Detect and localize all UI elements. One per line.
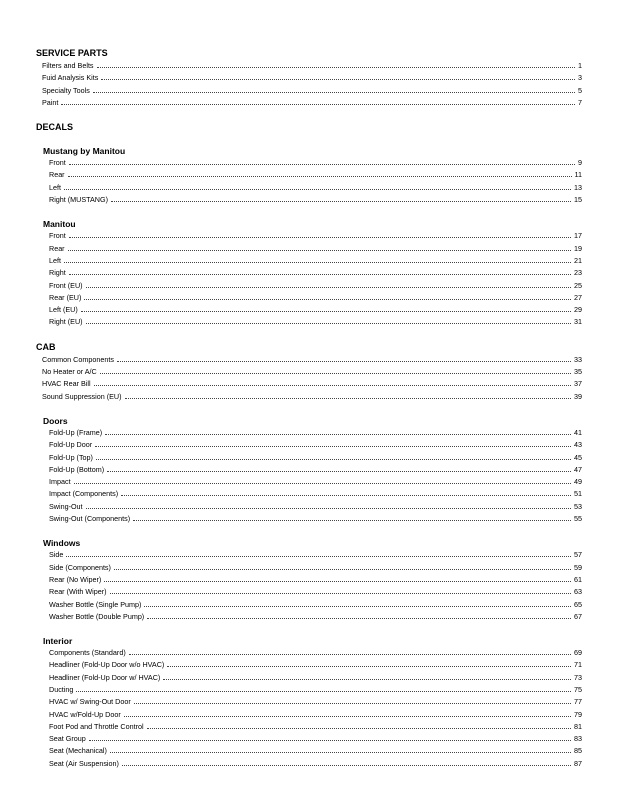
toc-entry[interactable] — [36, 464, 582, 476]
toc-entry[interactable] — [36, 280, 582, 292]
toc-entry-label: Side (Components) — [49, 562, 111, 572]
dot-leader — [96, 459, 571, 460]
toc-entry-page-number: 37 — [574, 379, 582, 389]
toc-entry[interactable] — [36, 488, 582, 500]
dot-leader — [64, 262, 571, 263]
toc-entry[interactable] — [36, 194, 582, 206]
dot-leader — [129, 654, 571, 655]
toc-entry[interactable] — [36, 243, 582, 255]
dot-leader — [76, 691, 571, 692]
toc-entry-label: Common Components — [42, 354, 114, 364]
toc-entry-label: Impact — [49, 477, 71, 487]
toc-entry[interactable] — [36, 391, 582, 403]
toc-entry[interactable] — [36, 562, 582, 574]
toc-entry[interactable] — [36, 157, 582, 169]
toc-entry-label: HVAC w/Fold-Up Door — [49, 709, 121, 719]
toc-entry-label: Foot Pod and Throttle Control — [49, 721, 144, 731]
toc-entry[interactable] — [36, 378, 582, 390]
section-title: SERVICE PARTS — [36, 48, 108, 58]
toc-entry[interactable] — [36, 304, 582, 316]
toc-entry-page-number: 65 — [574, 599, 582, 609]
dot-leader — [97, 67, 575, 68]
toc-entry-label: Left — [49, 182, 61, 192]
toc-entry[interactable] — [36, 60, 582, 72]
subsection-title: Interior — [43, 636, 73, 647]
subsection-title: Mustang by Manitou — [43, 146, 126, 157]
dot-leader — [68, 176, 572, 177]
toc-entry[interactable] — [36, 586, 582, 598]
toc-entry-page-number: 43 — [574, 440, 582, 450]
toc-entry-label: Right (EU) — [49, 317, 83, 327]
toc-entry[interactable] — [36, 72, 582, 84]
toc-entry-page-number: 49 — [574, 477, 582, 487]
dot-leader — [167, 666, 571, 667]
section-title: DECALS — [36, 122, 74, 133]
toc-entry-label: Paint — [42, 97, 59, 107]
dot-leader — [111, 201, 571, 202]
toc-entry[interactable] — [36, 672, 582, 684]
subsection-title: Manitou — [43, 219, 76, 230]
toc-entry-page-number: 77 — [574, 697, 582, 707]
toc-entry[interactable] — [36, 439, 582, 451]
toc-entry[interactable] — [36, 733, 582, 745]
toc-entry-page-number: 73 — [574, 672, 582, 682]
toc-entry-label: Swing-Out — [49, 501, 83, 511]
dot-leader — [64, 189, 571, 190]
toc-entry-label: Seat Group — [49, 734, 86, 744]
toc-entry[interactable] — [36, 501, 582, 513]
toc-entry-page-number: 53 — [574, 501, 582, 511]
toc-entry-page-number: 25 — [574, 280, 582, 290]
toc-entry[interactable] — [36, 745, 582, 757]
toc-entry[interactable] — [36, 696, 582, 708]
toc-entry[interactable] — [36, 230, 582, 242]
toc-entry-page-number: 15 — [574, 195, 582, 205]
dot-leader — [84, 299, 571, 300]
toc-entry-page-number: 21 — [574, 255, 582, 265]
section-title: CAB — [36, 341, 56, 352]
toc-entry[interactable] — [36, 709, 582, 721]
dot-leader — [101, 79, 575, 80]
toc-entry[interactable] — [36, 611, 582, 623]
dot-leader — [110, 593, 571, 594]
toc-entry-page-number: 59 — [574, 562, 582, 572]
toc-entry-page-number: 29 — [574, 305, 582, 315]
dot-leader — [134, 703, 571, 704]
toc-entry-label: Front (EU) — [49, 280, 83, 290]
dot-leader — [74, 483, 571, 484]
toc-entry-label: Front — [49, 158, 66, 168]
toc-entry-page-number: 23 — [574, 268, 582, 278]
toc-entry-label: Seat (Air Suspension) — [49, 758, 119, 768]
toc-entry[interactable] — [36, 316, 582, 328]
toc-entry-label: No Heater or A/C — [42, 367, 97, 377]
toc-entry[interactable] — [36, 354, 582, 366]
dot-leader — [100, 373, 571, 374]
dot-leader — [69, 274, 571, 275]
toc-entry-label: HVAC w/ Swing-Out Door — [49, 697, 131, 707]
dot-leader — [69, 164, 575, 165]
dot-leader — [110, 752, 571, 753]
toc-entry-label: Sound Suppression (EU) — [42, 391, 122, 401]
dot-leader — [86, 508, 571, 509]
toc-entry[interactable] — [36, 647, 582, 659]
toc-entry[interactable] — [36, 267, 582, 279]
toc-entry-page-number: 33 — [574, 354, 582, 364]
dot-leader — [107, 471, 571, 472]
toc-entry-label: Front — [49, 231, 66, 241]
toc-entry-label: Side — [49, 550, 64, 560]
toc-entry[interactable] — [36, 513, 582, 525]
dot-leader — [89, 740, 571, 741]
toc-entry-label: Rear (With Wiper) — [49, 587, 107, 597]
toc-entry-page-number: 27 — [574, 292, 582, 302]
dot-leader — [93, 92, 575, 93]
dot-leader — [68, 250, 571, 251]
toc-entry-label: Right (MUSTANG) — [49, 195, 108, 205]
dot-leader — [117, 361, 571, 362]
toc-entry[interactable] — [36, 599, 582, 611]
toc-entry-page-number: 45 — [574, 452, 582, 462]
table-of-contents — [36, 47, 582, 770]
toc-entry-label: Impact (Components) — [49, 489, 119, 499]
dot-leader — [147, 618, 571, 619]
toc-entry-label: Left (EU) — [49, 305, 78, 315]
toc-entry-page-number: 41 — [574, 427, 582, 437]
toc-entry-page-number: 19 — [574, 243, 582, 253]
toc-entry-label: Headliner (Fold-Up Door w/ HVAC) — [49, 672, 161, 682]
toc-entry-page-number: 55 — [574, 514, 582, 524]
toc-entry-page-number: 5 — [578, 85, 582, 95]
toc-entry[interactable] — [36, 452, 582, 464]
toc-entry-label: Components (Standard) — [49, 648, 126, 658]
toc-entry-label: Headliner (Fold-Up Door w/o HVAC) — [49, 660, 165, 670]
dot-leader — [121, 495, 571, 496]
toc-entry-page-number: 17 — [574, 231, 582, 241]
dot-leader — [86, 323, 571, 324]
toc-entry-label: Washer Bottle (Single Pump) — [49, 599, 142, 609]
toc-entry-label: Fold-Up (Bottom) — [49, 464, 105, 474]
toc-entry[interactable] — [36, 292, 582, 304]
toc-entry-label: Fuid Analysis Kits — [42, 73, 99, 83]
dot-leader — [147, 728, 571, 729]
toc-entry-page-number: 13 — [574, 182, 582, 192]
toc-entry[interactable] — [36, 182, 582, 194]
dot-leader — [69, 237, 571, 238]
toc-entry[interactable] — [36, 758, 582, 770]
toc-entry-label: HVAC Rear Bill — [42, 379, 91, 389]
toc-entry-page-number: 3 — [578, 73, 582, 83]
toc-entry-page-number: 35 — [574, 367, 582, 377]
toc-entry-label: Rear — [49, 243, 65, 253]
toc-entry-page-number: 75 — [574, 684, 582, 694]
toc-entry-label: Filters and Belts — [42, 61, 94, 70]
dot-leader — [133, 520, 571, 521]
toc-entry[interactable] — [36, 574, 582, 586]
toc-entry-label: Rear (EU) — [49, 292, 82, 302]
toc-entry-page-number: 63 — [574, 587, 582, 597]
subsection-title: Doors — [43, 415, 68, 426]
toc-entry-label: Washer Bottle (Double Pump) — [49, 611, 145, 621]
toc-entry-page-number: 69 — [574, 648, 582, 658]
dot-leader — [163, 679, 571, 680]
toc-entry-label: Fold-Up (Frame) — [49, 427, 103, 437]
toc-entry-page-number: 39 — [574, 391, 582, 401]
toc-entry-page-number: 85 — [574, 746, 582, 756]
toc-entry-page-number: 11 — [574, 170, 582, 180]
toc-entry-label: Specialty Tools — [42, 85, 90, 95]
toc-entry-label: Right — [49, 268, 66, 278]
toc-entry[interactable] — [36, 549, 582, 561]
toc-entry-page-number: 67 — [574, 611, 582, 621]
dot-leader — [144, 606, 571, 607]
toc-entry-page-number: 47 — [574, 464, 582, 474]
toc-entry-page-number: 83 — [574, 734, 582, 744]
dot-leader — [104, 581, 571, 582]
toc-entry-label: Fold-Up Door — [49, 440, 93, 450]
toc-entry-label: Seat (Mechanical) — [49, 746, 107, 756]
toc-entry-page-number: 7 — [578, 97, 582, 107]
toc-entry-label: Fold-Up (Top) — [49, 452, 93, 462]
toc-entry-page-number: 9 — [578, 158, 582, 168]
dot-leader — [125, 398, 571, 399]
toc-entry-page-number: 31 — [574, 317, 582, 327]
toc-entry-page-number: 71 — [574, 660, 582, 670]
toc-entry-page-number: 79 — [574, 709, 582, 719]
toc-entry-page-number: 51 — [574, 489, 582, 499]
toc-entry[interactable] — [36, 659, 582, 671]
dot-leader — [95, 446, 571, 447]
dot-leader — [122, 765, 571, 766]
toc-entry-page-number: 57 — [574, 550, 582, 560]
dot-leader — [81, 311, 571, 312]
dot-leader — [114, 569, 571, 570]
dot-leader — [124, 716, 571, 717]
toc-entry[interactable] — [36, 427, 582, 439]
toc-entry[interactable] — [36, 97, 582, 109]
toc-entry-label: Swing-Out (Components) — [49, 514, 131, 524]
toc-entry-label: Ducting — [49, 684, 74, 694]
dot-leader — [86, 287, 571, 288]
toc-entry-page-number: 61 — [574, 574, 582, 584]
toc-entry[interactable] — [36, 85, 582, 97]
toc-entry-label: Rear (No Wiper) — [49, 574, 102, 584]
toc-entry[interactable] — [36, 476, 582, 488]
toc-entry[interactable] — [36, 366, 582, 378]
toc-entry[interactable] — [36, 255, 582, 267]
dot-leader — [105, 434, 571, 435]
subsection-title: Windows — [43, 538, 81, 549]
toc-entry[interactable] — [36, 721, 582, 733]
toc-entry[interactable] — [36, 169, 582, 181]
dot-leader — [66, 556, 571, 557]
toc-entry[interactable] — [36, 684, 582, 696]
toc-entry-page-number: 81 — [574, 721, 582, 731]
toc-entry-label: Left — [49, 255, 61, 265]
toc-entry-label: Rear — [49, 170, 65, 180]
dot-leader — [61, 104, 575, 105]
dot-leader — [94, 385, 571, 386]
toc-entry-page-number: 1 — [578, 61, 582, 70]
toc-entry-page-number: 87 — [574, 758, 582, 768]
